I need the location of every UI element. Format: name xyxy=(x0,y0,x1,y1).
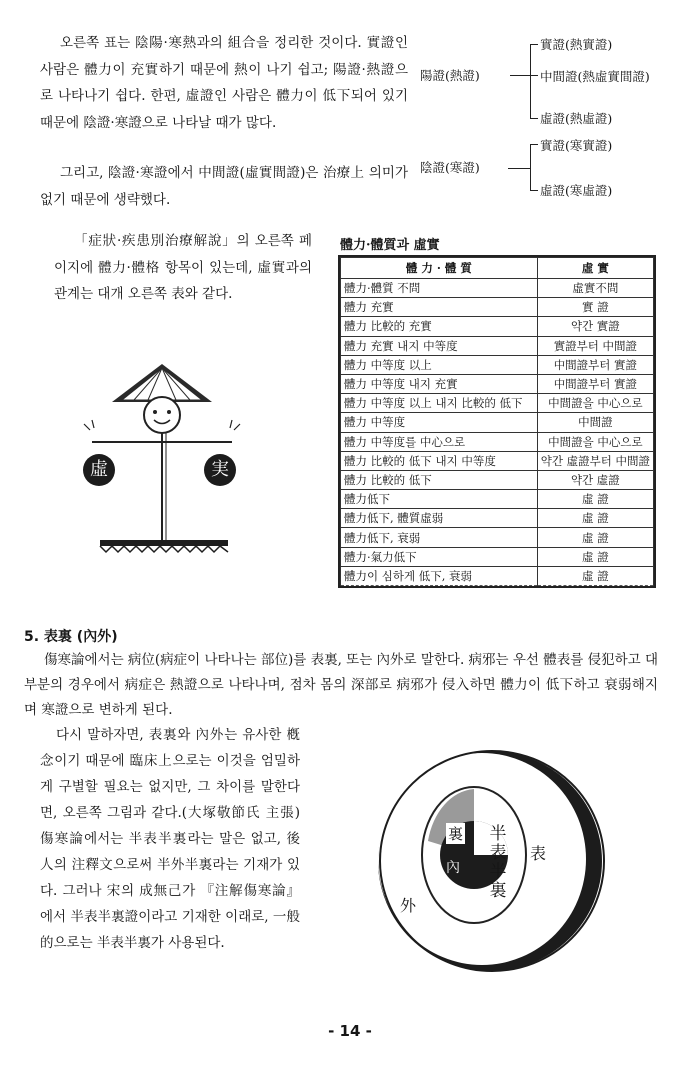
intro-paragraph-3: 「症狀·疾患別治療解說」의 오른쪽 페이지에 體力·體格 항목이 있는데, 虛實과의 관계는 대개 오른쪽 表와 같다. xyxy=(54,233,312,302)
table-cell-deficiency-excess: 약간 實證 xyxy=(537,317,653,336)
table-cell-deficiency-excess: 中間證을 中心으로 xyxy=(537,394,653,413)
diagram-half-1: 半 xyxy=(489,824,507,844)
table-row xyxy=(341,528,654,547)
table-cell-deficiency-excess: 약간 虛證부터 中間證 xyxy=(537,451,653,470)
scarecrow-figure xyxy=(82,360,242,560)
table-cell-deficiency-excess: 虛實不問 xyxy=(537,279,653,298)
table-cell-constitution: 體力低下, 衰弱 xyxy=(341,528,538,547)
tree-yang-item-2: 中間證(熱虛實間證) xyxy=(540,69,650,84)
table-row xyxy=(341,355,654,374)
table-row xyxy=(341,394,654,413)
tree-yang: 陽證(熱證) xyxy=(420,68,480,83)
diagram-surface: 表 xyxy=(489,843,507,863)
table-cell-constitution: 體力低下, 體質虛弱 xyxy=(341,509,538,528)
surface-interior-diagram xyxy=(370,745,620,977)
section-heading: 5. 表裏 (內外) xyxy=(24,629,118,645)
table-row xyxy=(341,566,654,585)
excess-ball: 実 xyxy=(204,454,236,486)
table-cell-constitution: 體力 充實 xyxy=(341,298,538,317)
diagram-label-outside: 外 xyxy=(400,896,417,915)
table-row xyxy=(341,279,654,298)
table-cell-constitution: 體力 中等度 내지 充實 xyxy=(341,374,538,393)
table-row xyxy=(341,317,654,336)
table-cell-deficiency-excess: 虛 證 xyxy=(537,528,653,547)
table-cell-constitution: 體力 中等度 xyxy=(341,413,538,432)
diagram-label-interior: 裏 xyxy=(448,825,464,843)
table-cell-constitution: 體力이 심하게 低下, 衰弱 xyxy=(341,566,538,585)
table-cell-deficiency-excess: 虛 證 xyxy=(537,566,653,585)
table-cell-deficiency-excess: 虛 證 xyxy=(537,490,653,509)
table-row xyxy=(341,547,654,566)
tree-yin-item-1: 實證(寒實證) xyxy=(540,138,613,153)
table-cell-constitution: 體力低下 xyxy=(341,490,538,509)
diagram-half-2: 半 xyxy=(489,862,507,882)
table-row xyxy=(341,432,654,451)
tree-yin-item-2: 虛證(寒虛證) xyxy=(540,183,613,198)
table-cell-constitution: 體力 比較的 充實 xyxy=(341,317,538,336)
table-title: 體力·體質과 虛實 xyxy=(340,238,440,253)
table-cell-deficiency-excess: 中間證부터 實證 xyxy=(537,374,653,393)
constitution-table xyxy=(338,255,656,588)
intro-paragraph-1: 오른쪽 표는 陰陽·寒熱과의 組合을 정리한 것이다. 實證인 사람은 體力이 充實하기 때문에 熱이 나기 쉽고; 陽證·熱證으로 나타나기 쉽다. 한편, 虛證인 사람은 體力이 低下되어 있기 때문에 陰證·寒證으로 나타날 때가 많다. xyxy=(40,35,408,131)
yin-yang-tree xyxy=(420,30,690,210)
tree-yin: 陰證(寒證) xyxy=(420,160,480,175)
table-cell-constitution: 體力·體質 不問 xyxy=(341,279,538,298)
table-cell-constitution: 體力 中等度를 中心으로 xyxy=(341,432,538,451)
table-cell-constitution: 體力 中等度 以上 내지 比較的 低下 xyxy=(341,394,538,413)
table-row xyxy=(341,451,654,470)
table-cell-constitution: 體力 充實 내지 中等度 xyxy=(341,336,538,355)
diagram-label-inner: 內 xyxy=(446,860,460,876)
tree-yang-item-1: 實證(熱實證) xyxy=(540,37,613,52)
table-cell-constitution: 體力 比較的 低下 xyxy=(341,470,538,489)
table-header-deficiency-excess: 虛 實 xyxy=(537,258,653,279)
intro-paragraph-2: 그리고, 陰證·寒證에서 中間證(虛實間證)은 治療上 의미가 없기 때문에 생략했다. xyxy=(40,165,408,208)
diagram-label-surface: 表 xyxy=(530,844,547,863)
table-cell-constitution: 體力·氣力低下 xyxy=(341,547,538,566)
tree-yang-item-3: 虛證(熱虛證) xyxy=(540,111,613,126)
diagram-half-surface-half-interior xyxy=(488,825,508,901)
table-row xyxy=(341,470,654,489)
table-row xyxy=(341,509,654,528)
diagram-interior: 裏 xyxy=(489,881,507,901)
table-row xyxy=(341,298,654,317)
table-cell-deficiency-excess: 虛 證 xyxy=(537,547,653,566)
table-row xyxy=(341,336,654,355)
table-cell-deficiency-excess: 中間證을 中心으로 xyxy=(537,432,653,451)
section-paragraph-2: 다시 말하자면, 表裏와 內外는 유사한 槪念이기 때문에 臨床上으로는 이것을 엄밀하게 구별할 필요는 없지만, 그 차이를 말한다면, 오른쪽 그림과 같다.(大塚敬節氏 主張) 傷寒論에서는 半表半裏라는 말은 없고, 後人의 注釋文으로써 半外半裏라는 기재가 있다. 그러나 宋의 成無己가 『注解傷寒論』에서 半表半裏證이라고 기재한 이래로, 一般的으로는 半表半裏가 사용된다. xyxy=(40,727,300,951)
table-cell-deficiency-excess: 中間證 xyxy=(537,413,653,432)
table-cell-deficiency-excess: 虛 證 xyxy=(537,509,653,528)
table-cell-deficiency-excess: 약간 虛證 xyxy=(537,470,653,489)
table-cell-deficiency-excess: 實證부터 中間證 xyxy=(537,336,653,355)
table-row xyxy=(341,413,654,432)
table-row xyxy=(341,374,654,393)
table-cell-constitution: 體力 中等度 以上 xyxy=(341,355,538,374)
page-number: - 14 - xyxy=(328,1022,372,1040)
table-cell-deficiency-excess: 實 證 xyxy=(537,298,653,317)
table-cell-constitution: 體力 比較的 低下 내지 中等度 xyxy=(341,451,538,470)
table-row xyxy=(341,490,654,509)
section-paragraph-1: 傷寒論에서는 病位(病症이 나타나는 部位)를 表裏, 또는 內外로 말한다. 病邪는 우선 體表를 侵犯하고 대부분의 경우에서 病症은 熱證으로 나타나며, 점차 몸의 深部로 病邪가 侵入하면 體力이 低下하고 衰弱해지며 寒證으로 변하게 된다. xyxy=(24,652,659,718)
table-header-constitution: 體 力 · 體 質 xyxy=(341,258,538,279)
table-cell-deficiency-excess: 中間證부터 實證 xyxy=(537,355,653,374)
deficiency-ball: 虛 xyxy=(83,454,115,486)
